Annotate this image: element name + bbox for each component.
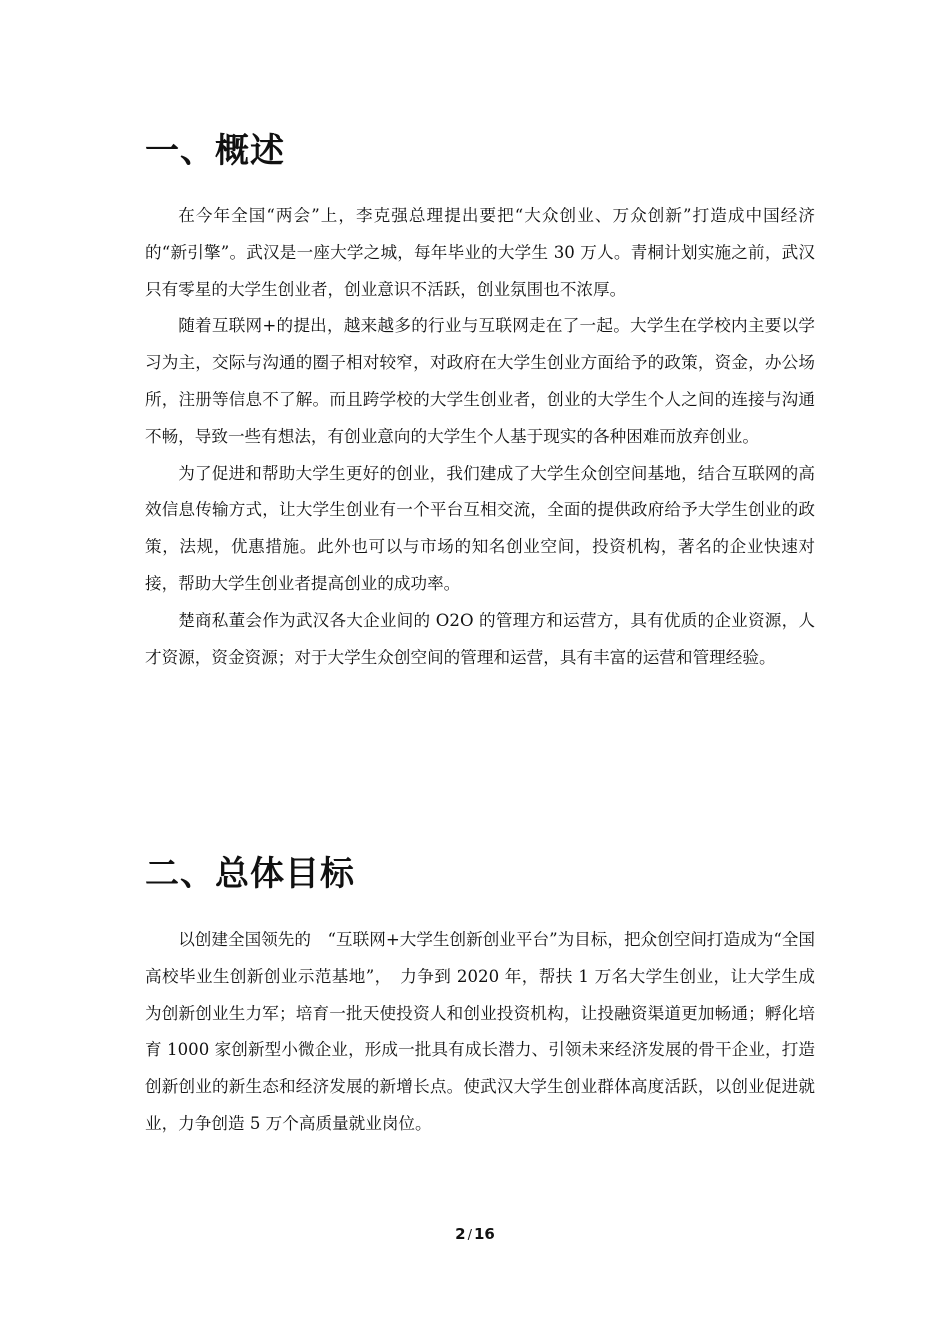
section-body-overall-goals: [145, 922, 815, 1143]
section-heading-overall-goals: 二、总体目标: [145, 854, 355, 894]
section-body-overview: [145, 198, 815, 676]
current-page-number: 2: [455, 1225, 466, 1243]
paragraph: 为了促进和帮助大学生更好的创业，我们建成了大学生众创空间基地，结合互联网的高效信息传输方式，让大学生创业有一个平台互相交流，全面的提供政府给予大学生创业的政策，法规，优惠措施。此外也可以与市场的知名创业空间，投资机构，著名的企业快速对接，帮助大学生创业者提高创业的成功率。: [145, 463, 815, 593]
paragraph: 楚商私董会作为武汉各大企业间的 O2O 的管理方和运营方，具有优质的企业资源，人才资源，资金资源；对于大学生众创空间的管理和运营，具有丰富的运营和管理经验。: [145, 610, 815, 667]
paragraph: 在今年全国“两会”上，李克强总理提出要把“大众创业、万众创新”打造成中国经济的“新引擎”。武汉是一座大学之城，每年毕业的大学生 30 万人。青桐计划实施之前，武汉只有零星的大学生创业者，创业意识不活跃，创业氛围也不浓厚。: [145, 206, 815, 299]
page-number-separator: /: [467, 1228, 472, 1243]
page-number: [0, 1225, 950, 1243]
paragraph: 以创建全国领先的 “互联网+大学生创新创业平台”为目标，把众创空间打造成为“全国高校毕业生创新创业示范基地”， 力争到 2020 年，帮扶 1 万名大学生创业，让大学生成为创新创业生力军；培育一批天使投资人和创业投资机构，让投融资渠道更加畅通；孵化培育 1000 家创新型小微企业，形成一批具有成长潜力、引领未来经济发展的骨干企业，打造创新创业的新生态和经济发展的新增长点。使武汉大学生创业群体高度活跃，以创业促进就业，力争创造 5 万个高质量就业岗位。: [145, 930, 815, 1133]
total-page-count: 16: [473, 1225, 495, 1243]
section-heading-overview: 一、概述: [145, 131, 285, 171]
paragraph: 随着互联网+的提出，越来越多的行业与互联网走在了一起。大学生在学校内主要以学习为主，交际与沟通的圈子相对较窄，对政府在大学生创业方面给予的政策，资金，办公场所，注册等信息不了解。而且跨学校的大学生创业者，创业的大学生个人之间的连接与沟通不畅，导致一些有想法，有创业意向的大学生个人基于现实的各种困难而放弃创业。: [145, 316, 815, 446]
